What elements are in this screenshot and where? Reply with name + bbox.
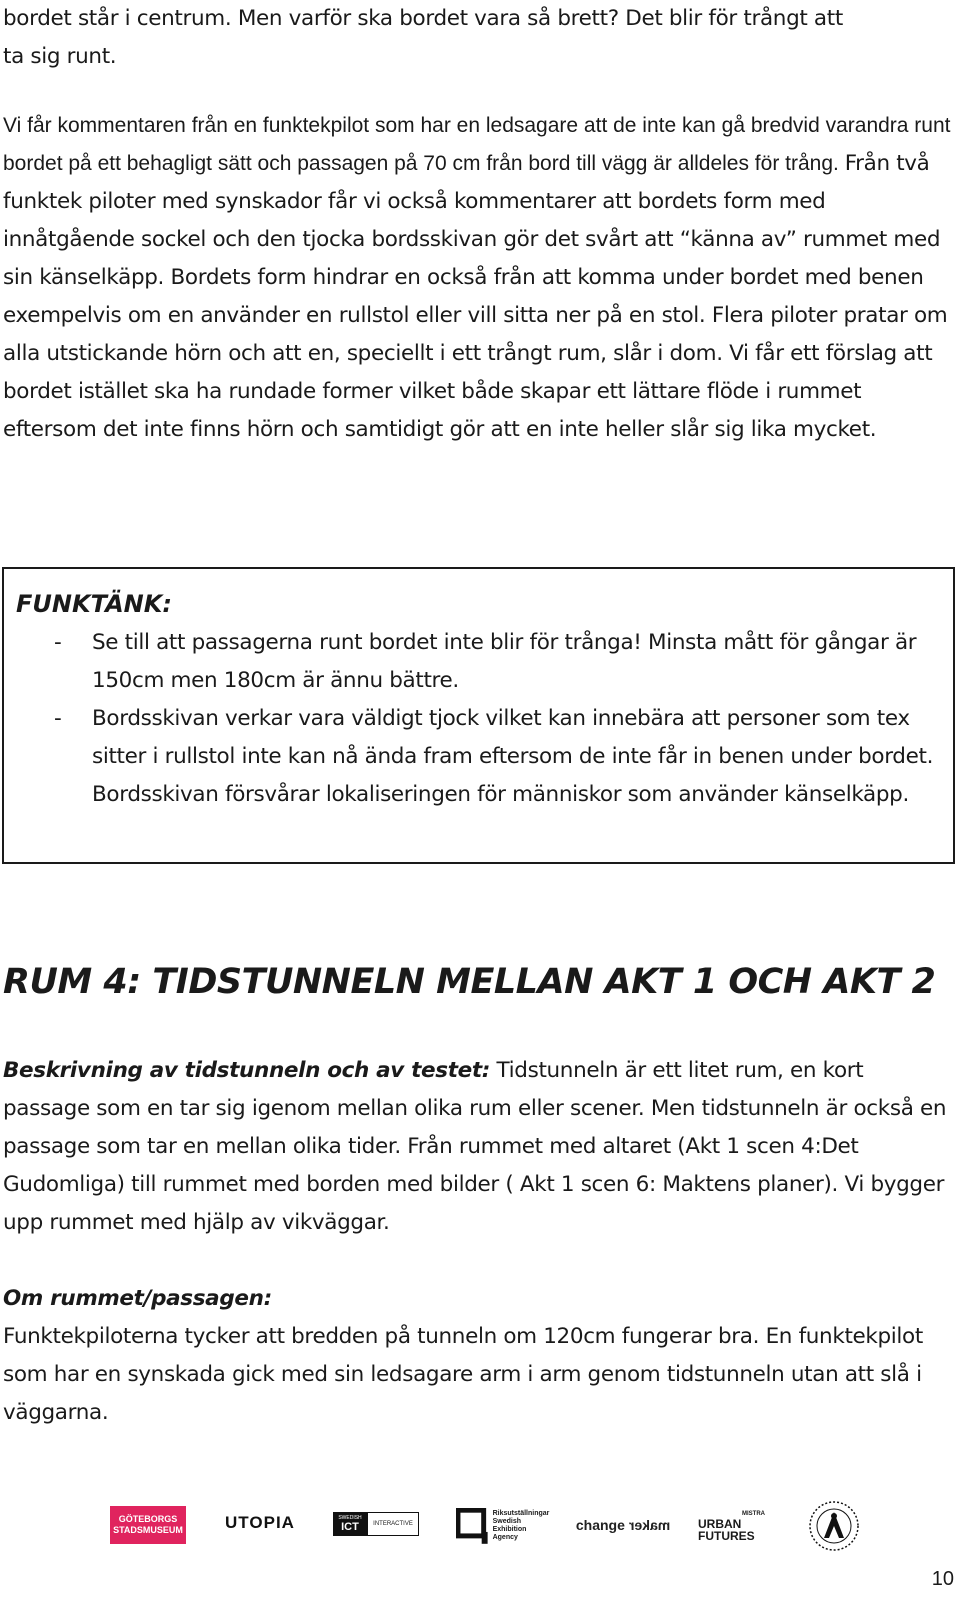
change-maker-logo xyxy=(568,1514,678,1536)
intro-line-2: ta sig runt. xyxy=(3,44,117,69)
partner-logo-row xyxy=(0,1500,960,1560)
intro-paragraph xyxy=(3,0,953,76)
ict-interactive-box xyxy=(367,1512,419,1536)
funktank-item xyxy=(4,700,944,814)
riks-line-2: Swedish Exhibition xyxy=(492,1518,527,1533)
page-number: 10 xyxy=(931,1568,954,1590)
change-text: change xyxy=(575,1517,625,1533)
description-text: Tidstunneln är ett litet rum, en kort passage som en tar sig igenom mellan olika rum eller scener. Men tidstunneln är också en passage som tar en mellan olika tider. Från rummet med altaret (Akt 1 scen 4:Det Gudomliga) till rummet med borden med bilder ( Akt 1 scen 6: Maktens planer). Vi bygger upp rummet med hjälp av vikväggar. xyxy=(3,1058,947,1235)
ict-interactive-text: INTERACTIVE xyxy=(373,1521,413,1527)
futures-text: FUTURES xyxy=(698,1529,755,1543)
goteborgs-stadsmuseum-logo xyxy=(110,1506,186,1544)
funktank-item xyxy=(4,624,944,700)
utopia-logo xyxy=(220,1510,300,1536)
feedback-paragraph xyxy=(3,107,953,449)
ict-mark xyxy=(333,1512,367,1536)
ict-swedish-text: SWEDISH xyxy=(338,1515,362,1521)
riksutstallningar-logo xyxy=(456,1508,556,1548)
room-title: RUM 4: TIDSTUNNELN MELLAN AKT 1 OCH AKT 2 xyxy=(3,962,936,1002)
funktank-box xyxy=(2,567,955,864)
passage-text: Funktekpiloterna tycker att bredden på tunneln om 120cm fungerar bra. En funktekpilot som har en synskada gick med sin ledsagare arm i arm genom tidstunneln utan att slå i väggarna. xyxy=(3,1324,923,1425)
room-passage-section xyxy=(3,1280,953,1432)
arvsfonden-seal-icon xyxy=(808,1500,860,1552)
description-label: Beskrivning av tidstunneln och av testet: xyxy=(3,1058,491,1083)
arvsfonden-logo xyxy=(808,1500,860,1552)
feedback-rest-text: Från två funktek piloter med synskador får vi också kommentarer att bordets form med innåtgående sockel och den tjocka bordsskivan gör det svårt att “känna av” rummet med sin känselkäpp. Bordets form hindrar en också från att komma under bordet med benen exempelvis om en använder en rullstol eller vill sitta ner på en stol. Flera piloter pratar om alla utstickande hörn och att en, speciellt i ett trångt rum, slår i dom. Vi får ett förslag att bordet istället ska ha rundade former vilket både skapar ett lättare flöde i rummet eftersom det inte finns hörn och samtidigt gör att en inte heller slår sig lika mycket. xyxy=(3,151,948,442)
mistra-text: MISTRA xyxy=(742,1511,765,1517)
goteborg-line-1: GÖTEBORGS xyxy=(118,1514,178,1524)
goteborg-line-2: STADSMUSEUM xyxy=(113,1525,183,1535)
riks-line-3: Agency xyxy=(492,1534,518,1541)
funktank-item-text: Se till att passagerna runt bordet inte blir för trånga! Minsta mått för gångar är 150cm men 180cm är ännu bättre. xyxy=(92,630,917,693)
room-description xyxy=(3,1052,953,1242)
riks-text-block xyxy=(493,1510,556,1542)
list-dash: - xyxy=(54,630,62,655)
list-dash: - xyxy=(54,706,62,731)
riks-square-icon xyxy=(456,1508,490,1548)
funktank-title: FUNKTÄNK: xyxy=(16,590,172,618)
funktank-list xyxy=(4,624,944,814)
utopia-logo-text: UTOPIA xyxy=(225,1513,295,1532)
passage-label: Om rummet/passagen: xyxy=(3,1286,272,1311)
riks-line-1: Riksutställningar xyxy=(492,1510,550,1517)
feedback-lead-text: Vi får kommentaren från en funktekpilot som har en ledsagare att de inte kan gå bredvid varandra runt bordet på ett behagligt sätt och passagen på 70 cm från bord till vägg är alldeles för trång. xyxy=(3,114,951,175)
funktank-item-text: Bordsskivan verkar vara väldigt tjock vilket kan innebära att personer som tex sitter i rullstol inte kan nå ända fram eftersom de inte får in benen under bordet. Bordsskivan försvårar lokaliseringen för människor som använder känselkäpp. xyxy=(92,706,934,807)
intro-line-1: bordet står i centrum. Men varför ska bordet vara så brett? Det blir för trångt att xyxy=(3,6,843,31)
mistra-urban-futures-logo xyxy=(698,1504,778,1548)
swedish-ict-logo xyxy=(333,1512,421,1536)
maker-text: maker xyxy=(628,1517,671,1533)
ict-main-text: ICT xyxy=(341,1521,359,1533)
urban-text: URBAN xyxy=(698,1517,742,1531)
